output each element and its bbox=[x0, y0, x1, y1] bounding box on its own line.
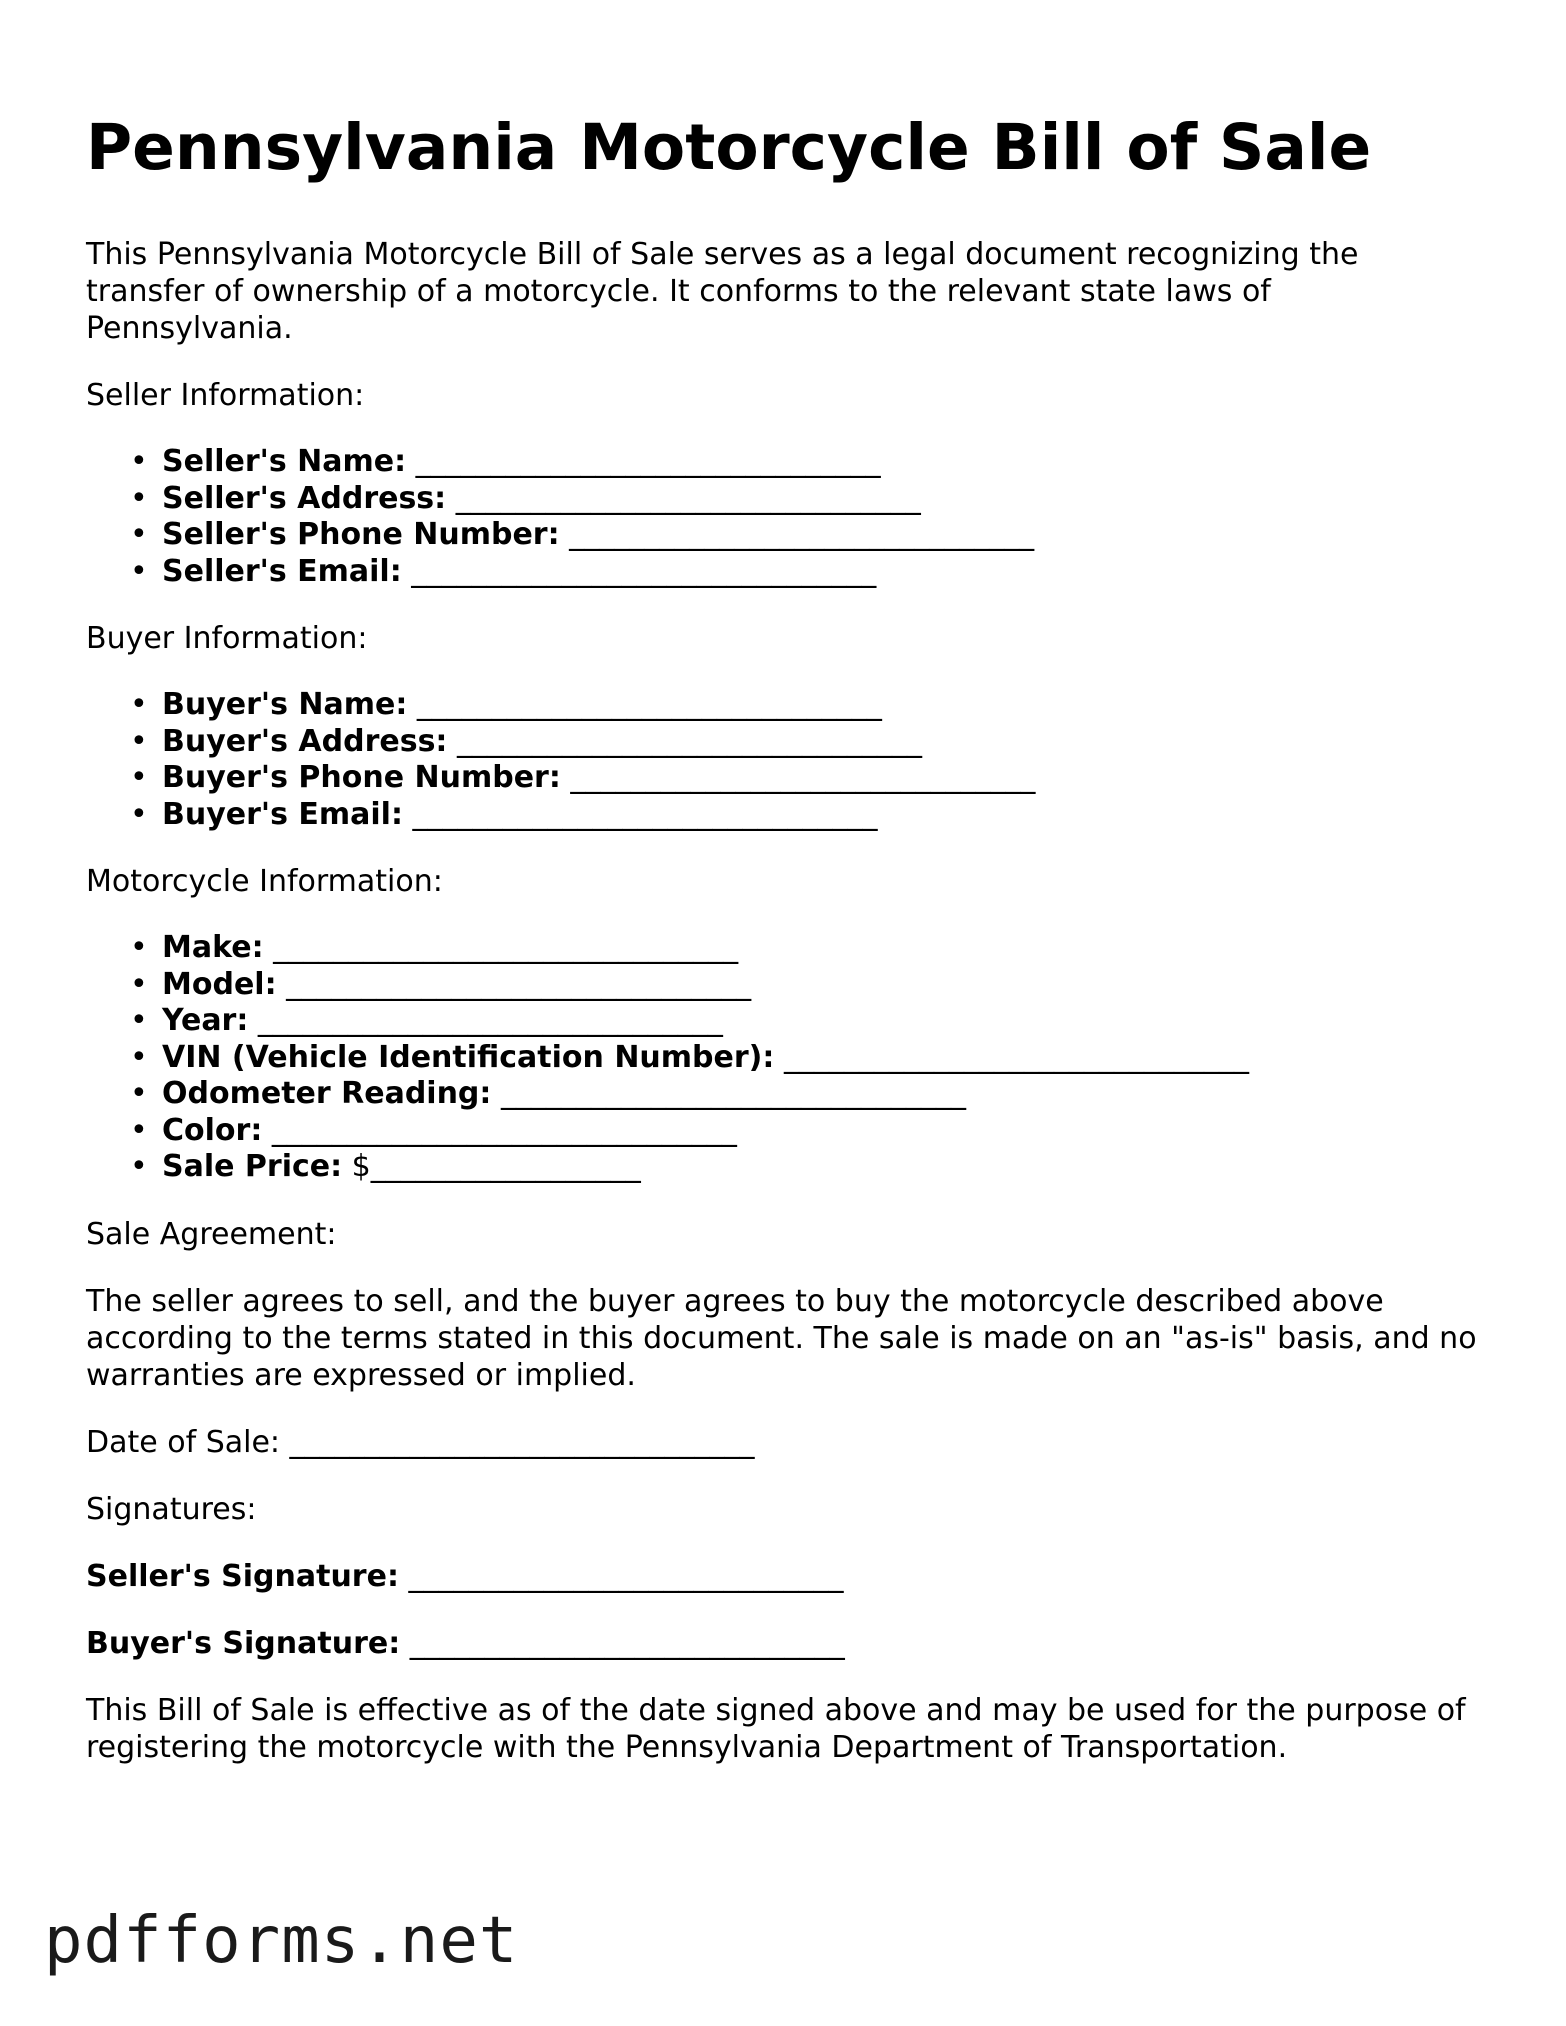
field-blank-line[interactable]: _______________________________ bbox=[412, 796, 878, 832]
buyer-name-field[interactable] bbox=[162, 687, 1486, 724]
seller-signature-field[interactable] bbox=[86, 1558, 1486, 1595]
field-label: Make: bbox=[162, 930, 264, 965]
buyer-field-list bbox=[86, 687, 1486, 833]
year-field[interactable] bbox=[162, 1003, 1486, 1040]
signature-label: Buyer's Signature: bbox=[86, 1625, 401, 1661]
motorcycle-section-heading: Motorcycle Information: bbox=[86, 864, 443, 899]
buyer-signature-field[interactable] bbox=[86, 1625, 1486, 1662]
model-field[interactable] bbox=[162, 967, 1486, 1004]
field-label: Buyer's Name: bbox=[162, 687, 408, 722]
seller-address-field[interactable] bbox=[162, 481, 1486, 518]
watermark-logo: pdfforms.net bbox=[44, 1904, 519, 1978]
buyer-phone-field[interactable] bbox=[162, 760, 1486, 797]
buyer-address-field[interactable] bbox=[162, 724, 1486, 761]
field-label: Year: bbox=[162, 1003, 249, 1038]
field-label: VIN (Vehicle Identification Number): bbox=[162, 1039, 775, 1075]
field-blank-line[interactable]: _______________________________ bbox=[411, 553, 877, 589]
signature-label: Seller's Signature: bbox=[86, 1558, 399, 1594]
seller-email-field[interactable] bbox=[162, 554, 1486, 591]
field-blank-line[interactable]: _______________________________ bbox=[271, 1112, 737, 1148]
field-blank-line[interactable]: _______________________________ bbox=[500, 1076, 966, 1111]
agreement-section-heading: Sale Agreement: bbox=[86, 1216, 337, 1252]
field-blank-line[interactable]: _______________________________ bbox=[569, 517, 1035, 552]
seller-name-field[interactable] bbox=[162, 444, 1486, 481]
field-label: Seller's Address: bbox=[162, 480, 447, 516]
field-blank-line[interactable]: _______________________________ bbox=[570, 760, 1036, 795]
field-label: Buyer's Phone Number: bbox=[162, 760, 561, 795]
field-blank-line[interactable]: _______________________________ bbox=[416, 687, 882, 722]
sale-price-field[interactable] bbox=[162, 1149, 1486, 1186]
field-label: Buyer's Email: bbox=[162, 796, 403, 832]
odometer-field[interactable] bbox=[162, 1076, 1486, 1113]
field-blank-line[interactable]: _______________________________ bbox=[415, 444, 881, 479]
field-blank-line[interactable]: _______________________________ bbox=[783, 1039, 1249, 1075]
buyer-email-field[interactable] bbox=[162, 797, 1486, 834]
agreement-paragraph: The seller agrees to sell, and the buyer agrees to buy the motorcycle described above according to the terms stated in this document. The sale is made on an "as-is" basis, and no warranties are expressed or implied. bbox=[86, 1283, 1477, 1393]
document-title: Pennsylvania Motorcycle Bill of Sale bbox=[86, 111, 1372, 184]
field-blank-line[interactable]: _______________________________ bbox=[273, 930, 739, 965]
field-label: Color: bbox=[162, 1112, 263, 1148]
seller-section-heading: Seller Information: bbox=[86, 378, 365, 413]
field-label: Buyer's Address: bbox=[162, 723, 448, 759]
signature-blank-line[interactable]: _____________________________ bbox=[409, 1625, 845, 1661]
vin-field[interactable] bbox=[162, 1040, 1486, 1077]
motorcycle-field-list bbox=[86, 930, 1486, 1186]
field-label: Model: bbox=[162, 966, 277, 1002]
signature-blank-line[interactable]: _____________________________ bbox=[408, 1558, 844, 1594]
color-field[interactable] bbox=[162, 1113, 1486, 1150]
field-blank-line[interactable]: $__________________ bbox=[351, 1149, 641, 1184]
field-label: Sale Price: bbox=[162, 1149, 343, 1184]
signatures-section-heading: Signatures: bbox=[86, 1491, 257, 1527]
closing-paragraph: This Bill of Sale is effective as of the date signed above and may be used for the purpose of registering the motorcycle with the Pennsylvania Department of Transportation. bbox=[86, 1692, 1466, 1765]
make-field[interactable] bbox=[162, 930, 1486, 967]
field-label: Odometer Reading: bbox=[162, 1076, 492, 1111]
field-blank-line[interactable]: _______________________________ bbox=[257, 1003, 723, 1038]
seller-field-list bbox=[86, 444, 1486, 590]
field-blank-line[interactable]: _______________________________ bbox=[455, 480, 921, 516]
date-of-sale-field[interactable]: Date of Sale: _______________________________ bbox=[86, 1424, 755, 1460]
document-page bbox=[86, 108, 1486, 1796]
field-label: Seller's Email: bbox=[162, 553, 402, 589]
field-blank-line[interactable]: _______________________________ bbox=[286, 966, 752, 1002]
intro-paragraph: This Pennsylvania Motorcycle Bill of Sale serves as a legal document recognizing the transfer of ownership of a motorcycle. It conforms to the relevant state laws of Pennsylvania. bbox=[86, 237, 1359, 346]
field-label: Seller's Phone Number: bbox=[162, 517, 560, 552]
field-label: Seller's Name: bbox=[162, 444, 407, 479]
field-blank-line[interactable]: _______________________________ bbox=[456, 723, 922, 759]
buyer-section-heading: Buyer Information: bbox=[86, 621, 368, 656]
seller-phone-field[interactable] bbox=[162, 517, 1486, 554]
